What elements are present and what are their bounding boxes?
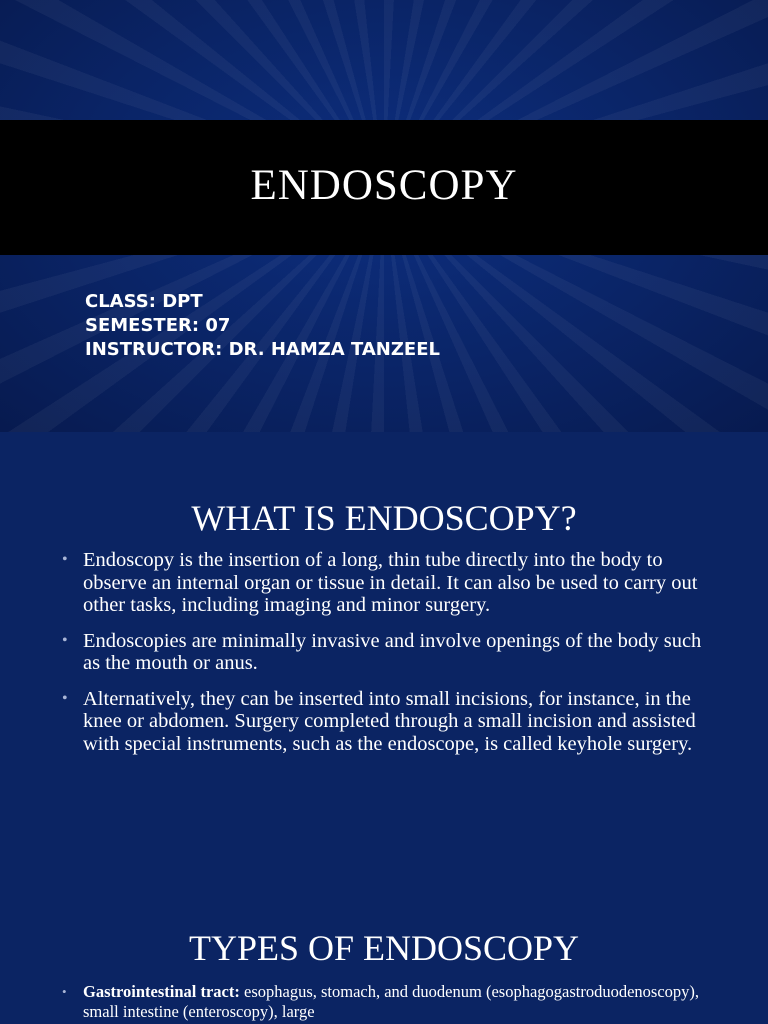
semester-line: SEMESTER: 07 — [85, 315, 231, 336]
types-of-endoscopy-slide — [0, 872, 768, 1024]
bullet-icon: • — [62, 689, 68, 707]
bullet-text: Alternatively, they can be inserted into small incisions, for instance, in the knee or abdomen. Surgery completed through a small incision and assisted with special instruments, such as the endoscope, is called keyhole surgery. — [83, 687, 696, 755]
class-line: CLASS: DPT — [85, 291, 203, 312]
list-item — [60, 549, 710, 617]
bullet-lead: Gastrointestinal tract: — [83, 982, 240, 1001]
bullet-text: Endoscopies are minimally invasive and involve openings of the body such as the mouth or anus. — [83, 629, 702, 674]
slide-heading: WHAT IS ENDOSCOPY? — [191, 498, 577, 538]
bullet-list — [60, 982, 720, 1022]
bullet-list — [60, 549, 710, 768]
what-is-endoscopy-slide — [0, 432, 768, 872]
bullet-icon: • — [62, 984, 67, 999]
title-slide — [0, 0, 768, 432]
course-info — [85, 290, 440, 362]
slide-title: ENDOSCOPY — [250, 162, 518, 209]
bullet-text: esophagus, stomach, and duodenum (esophagogastroduodenoscopy), small intestine (enteroscopy), large — [83, 982, 700, 1021]
bullet-text: Endoscopy is the insertion of a long, thin tube directly into the body to observe an internal organ or tissue in detail. It can also be used to carry out other tasks, including imaging and minor surgery. — [83, 549, 698, 616]
list-item — [60, 630, 710, 675]
bullet-icon: • — [62, 631, 68, 649]
list-item — [60, 688, 710, 756]
list-item — [60, 982, 720, 1022]
instructor-line: INSTRUCTOR: DR. HAMZA TANZEEL — [85, 339, 440, 360]
slide-heading: TYPES OF ENDOSCOPY — [188, 928, 580, 968]
bullet-icon: • — [62, 551, 68, 568]
